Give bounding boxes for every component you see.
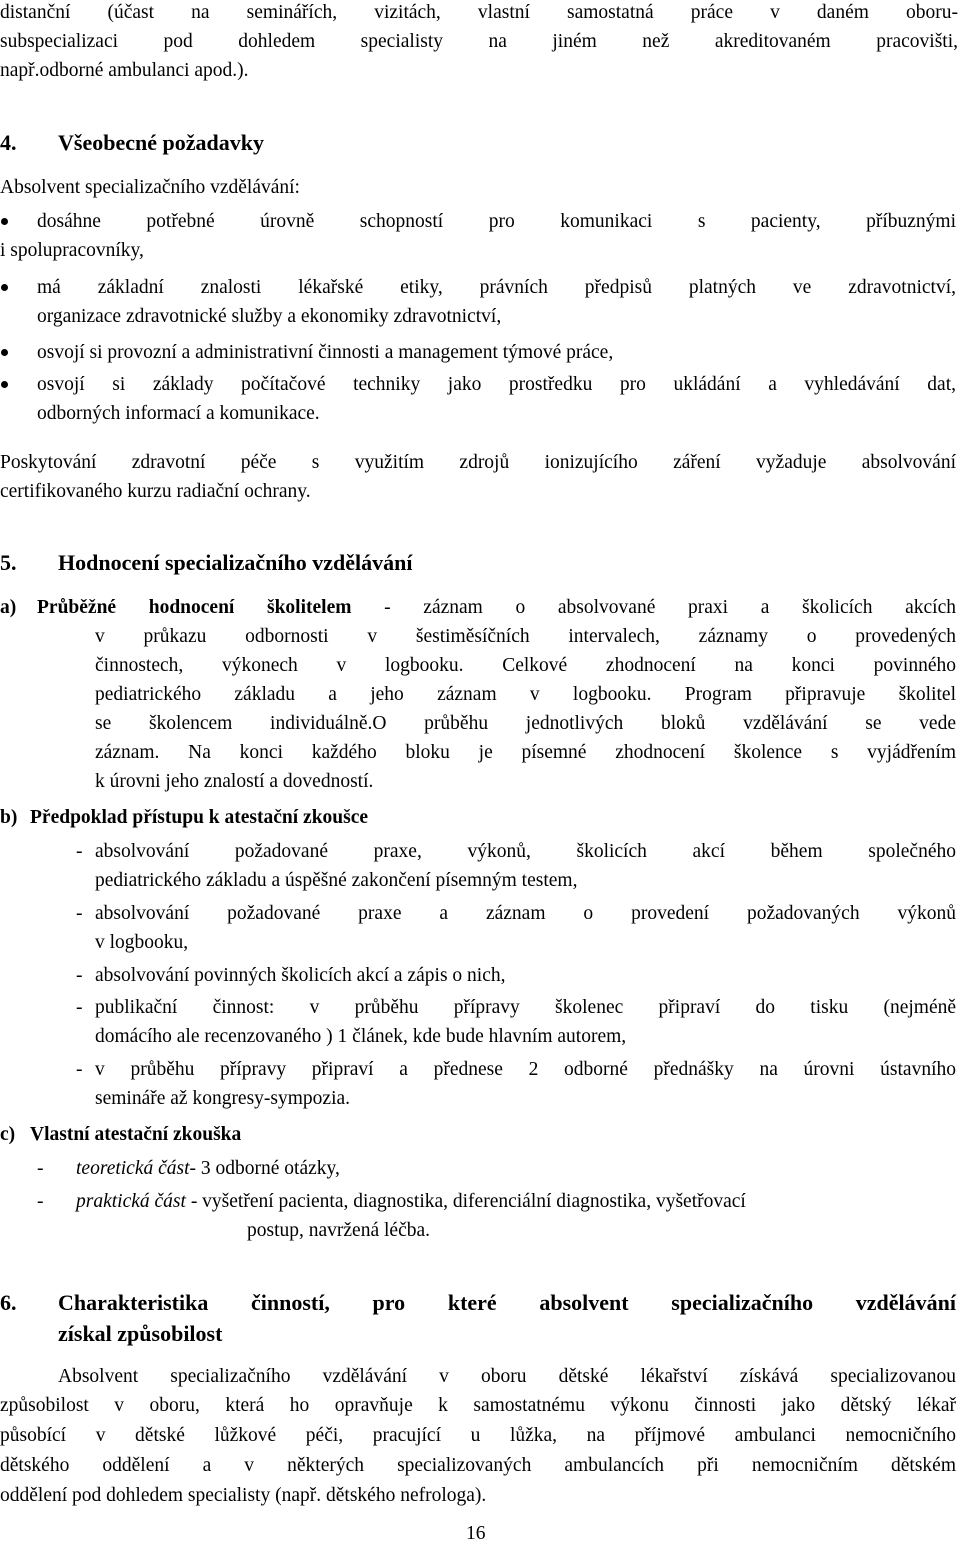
dash-marker: -	[76, 965, 83, 986]
item-a-line: záznam. Na konci každého bloku je písemné zhodnocení školence s vyjádřením	[95, 742, 956, 763]
section-4-lead: Absolvent specializačního vzdělávání:	[0, 177, 300, 198]
item-b-entry-3-line-1: absolvování povinných školicích akcí a zápis o nich,	[95, 965, 506, 986]
item-b-label: b)	[0, 807, 18, 828]
item-c-label: c)	[0, 1124, 16, 1145]
item-a-line: k úrovni jeho znalostí a dovedností.	[95, 771, 374, 792]
section-6-number: 6.	[0, 1290, 17, 1315]
item-a-line: pediatrického základu a jeho záznam v logbooku. Program připravuje školitel	[95, 684, 956, 705]
bullet-icon	[1, 284, 8, 291]
bullet-icon	[1, 218, 8, 225]
item-a-title: Průběžné hodnocení školitelem	[37, 597, 352, 618]
dash-marker: -	[76, 903, 83, 924]
section-5-number: 5.	[0, 550, 17, 575]
dash-marker: -	[37, 1191, 44, 1212]
intro-line-1: distanční (účast na seminářích, vizitách, vlastní samostatná práce v daném oboru-	[0, 2, 958, 23]
section-6-title-line-1: Charakteristika činností, pro které absolvent specializačního vzdělávání	[58, 1290, 956, 1315]
section-4-title: Všeobecné požadavky	[58, 130, 264, 155]
item-c-entry-1-rest: - 3 odborné otázky,	[189, 1158, 340, 1179]
intro-line-2: subspecializaci pod dohledem specialisty na jiném než akreditovaném pracovišti,	[0, 31, 958, 52]
section-6-line: působící v dětské lůžkové péči, pracující u lůžka, na příjmové ambulanci nemocničního	[0, 1425, 956, 1446]
item-c-entry-1-italic: teoretická část	[76, 1158, 190, 1179]
section-6-line: oddělení pod dohledem specialisty (např. dětského nefrologa).	[0, 1485, 487, 1506]
bullet-1-line-2: i spolupracovníky,	[0, 240, 144, 261]
item-c-entry-1	[76, 1154, 340, 1183]
bullet-4-line-2: odborných informací a komunikace.	[37, 403, 320, 424]
item-b-title: Předpoklad přístupu k atestační zkoušce	[30, 807, 369, 828]
bullet-2-line-1: má základní znalosti lékařské etiky, právních předpisů platných ve zdravotnictví,	[37, 277, 956, 298]
item-b-entry-2-line-2: v logbooku,	[95, 932, 189, 953]
bullet-icon	[1, 349, 8, 356]
intro-line-3: např.odborné ambulanci apod.).	[0, 60, 249, 81]
item-b-entry-5-line-1: v průběhu přípravy připraví a přednese 2 odborné přednášky na úrovni ústavního	[95, 1059, 956, 1080]
bullet-4-line-1: osvojí si základy počítačové techniky jako prostředku pro ukládání a vyhledávání dat,	[37, 374, 956, 395]
item-c-entry-2	[76, 1187, 746, 1216]
item-b-entry-5-line-2: semináře až kongresy-sympozia.	[95, 1088, 351, 1109]
section-6-title-line-2: získal způsobilost	[58, 1321, 223, 1346]
item-a-line: činnostech, výkonech v logbooku. Celkové zhodnocení na konci povinného	[95, 655, 956, 676]
item-a-line: v průkazu odbornosti v šestiměsíčních intervalech, záznamy o provedených	[95, 626, 956, 647]
item-b-entry-4-line-1: publikační činnost: v průběhu přípravy školenec připraví do tisku (nejméně	[95, 997, 956, 1018]
item-c-entry-2-italic: praktická část	[76, 1191, 186, 1212]
item-c-entry-2-rest: - vyšetření pacienta, diagnostika, diferenciální diagnostika, vyšetřovací	[185, 1191, 746, 1212]
section-6-line: způsobilost v oboru, která ho opravňuje k samostatnému výkonu činnosti jako dětský lékař	[0, 1395, 956, 1416]
item-a-first-line	[37, 593, 956, 622]
item-b-entry-4-line-2: domácího ale recenzovaného ) 1 článek, kde bude hlavním autorem,	[95, 1026, 627, 1047]
item-a-label: a)	[0, 597, 17, 618]
item-b-entry-1-line-2: pediatrického základu a úspěšné zakončení písemným testem,	[95, 870, 578, 891]
section-5-title: Hodnocení specializačního vzdělávání	[58, 550, 413, 575]
section-6-line: Absolvent specializačního vzdělávání v oboru dětské lékařství získává specializovanou	[58, 1366, 956, 1387]
item-a-line: se školencem individuálně.O průběhu jednotlivých bloků vzdělávání se vede	[95, 713, 956, 734]
dash-marker: -	[76, 1059, 83, 1080]
dash-marker: -	[76, 997, 83, 1018]
page-number: 16	[466, 1523, 486, 1544]
item-b-entry-2-line-1: absolvování požadované praxe a záznam o provedení požadovaných výkonů	[95, 903, 956, 924]
bullet-2-line-2: organizace zdravotnické služby a ekonomiky zdravotnictví,	[37, 306, 502, 327]
dash-marker: -	[37, 1158, 44, 1179]
item-a-first-line-rest: - záznam o absolvované praxi a školicích akcích	[351, 597, 956, 618]
bullet-3-line-1: osvojí si provozní a administrativní činnosti a management týmové práce,	[37, 342, 614, 363]
bullet-1-line-1: dosáhne potřebné úrovně schopností pro komunikaci s pacienty, příbuznými	[37, 211, 956, 232]
section-4-number: 4.	[0, 130, 17, 155]
section-4-paragraph-line-2: certifikovaného kurzu radiační ochrany.	[0, 481, 311, 502]
item-b-entry-1-line-1: absolvování požadované praxe, výkonů, školicích akcí během společného	[95, 841, 956, 862]
item-c-title: Vlastní atestační zkouška	[30, 1124, 242, 1145]
item-c-entry-2-line-2: postup, navržená léčba.	[247, 1220, 431, 1241]
section-6-line: dětského oddělení a v některých specializovaných ambulancích při nemocničním dětském	[0, 1455, 956, 1476]
section-4-paragraph-line-1: Poskytování zdravotní péče s využitím zdrojů ionizujícího záření vyžaduje absolvování	[0, 452, 956, 473]
dash-marker: -	[76, 841, 83, 862]
bullet-icon	[1, 381, 8, 388]
